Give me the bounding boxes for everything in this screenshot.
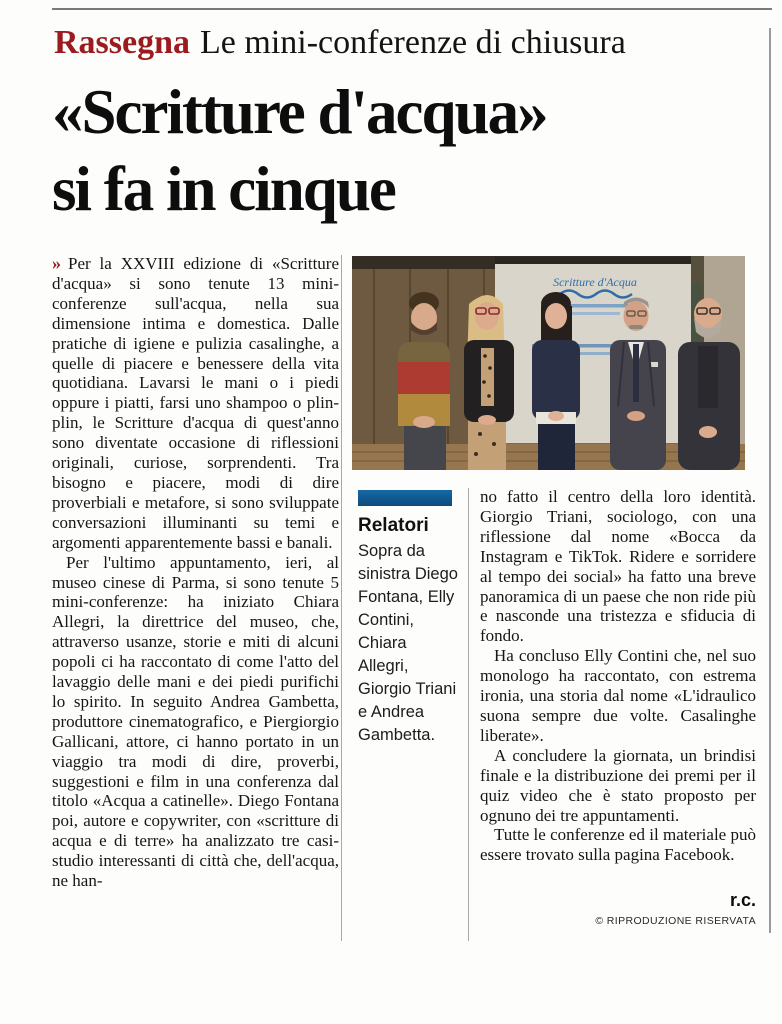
caption-column-divider <box>468 488 469 941</box>
right-column-divider <box>769 28 771 933</box>
body-paragraph: Ha concluso Elly Contini che, nel suo monologo ha raccontato, con estrema ironia, una storia dal nome «L'idraulico suona sempre due volte. Casalinghe liberate». <box>480 646 756 745</box>
kicker-text: Le mini-conferenze di chiusura <box>200 24 626 61</box>
headline-line2: si fa in cinque <box>52 154 395 224</box>
caption-text: Sopra da sinistra Diego Fontana, Elly Contini, Chiara Allegri, Giorgio Triani e Andrea Gambetta. <box>358 542 458 744</box>
lead-paragraph <box>52 254 339 553</box>
kicker <box>54 22 626 64</box>
body-paragraph: Per l'ultimo appuntamento, ieri, al museo cinese di Parma, si sono tenute 5 mini-conferenze: ha iniziato Chiara Allegri, la direttrice del museo, che, attraverso usanze, storie e miti di alcuni popoli ci ha raccontato di come l'atto del lavaggio delle mani e dei piedi purifichi lo spirito. In seguito Andrea Gambetta, produttore cinematografico, e Piergiorgio Gallicani, attore, ci hanno portato in un viaggio tra modi di dire, proverbi, suggestioni e film in una conferenza dal titolo «Acqua a catinelle». Diego Fontana poi, autore e copywriter, con «scritture di acqua e di terre» ha analizzato tre casi-studio interessanti di città che, dell'acqua, ne han- <box>52 552 339 891</box>
copyright-notice: © RIPRODUZIONE RISERVATA <box>595 915 756 927</box>
article-right-column <box>480 487 756 947</box>
body-paragraph: no fatto il centro della loro identità. Giorgio Triani, sociologo, con una riflessione dal nome «Bocca da Instagram e TikTok. Ridere e sorridere al tempo dei social» ha fatto una breve panoramica di un paese che non ride più e nasconde una tristezza e sfiducia di fondo. <box>480 487 756 646</box>
body-paragraph: A concludere la giornata, un brindisi finale e la distribuzione dei premi per il quiz video che è stato proposto per ognuno dei tre appuntamenti. <box>480 745 756 825</box>
article-photo <box>352 256 745 470</box>
screen-title-text: Scritture d'Acqua <box>553 275 637 289</box>
section-label: Rassegna <box>54 24 191 61</box>
lead-paragraph-text: Per la XXVIII edizione di «Scritture d'acqua» si sono tenute 13 mini-conferenze sull'acqua, nella sua dimensione intima e domestica. Dalle pratiche di igiene e pulizia casalinghe, a quelle di piacere e benessere della vita quotidiana. Lavarsi le mani o i piedi oppure i piatti, farsi uno shampoo o plin-plin, le Scritture d'acqua di quest'anno sono diventate occasione di riflessioni originali, curiose, sorprendenti. Tra bisogno e piacere, modi di dire proverbiali e metafore, si sono sviluppate conversazioni illuminanti su temi e argomenti apparentemente bassi e banali. <box>52 254 339 552</box>
caption-title: Relatori <box>358 515 429 536</box>
byline: r.c. <box>729 890 756 910</box>
article-left-column <box>52 254 339 950</box>
body-paragraph: Tutte le conferenze ed il materiale può essere trovato sulla pagina Facebook. <box>480 825 756 865</box>
headline-line1: «Scritture d'acqua» <box>52 77 547 147</box>
photo-caption <box>358 490 460 747</box>
headline <box>52 74 752 228</box>
left-column-divider <box>341 255 342 941</box>
caption-blue-bar <box>358 490 452 506</box>
top-divider <box>52 8 772 10</box>
paragraph-marker: » <box>52 254 61 273</box>
